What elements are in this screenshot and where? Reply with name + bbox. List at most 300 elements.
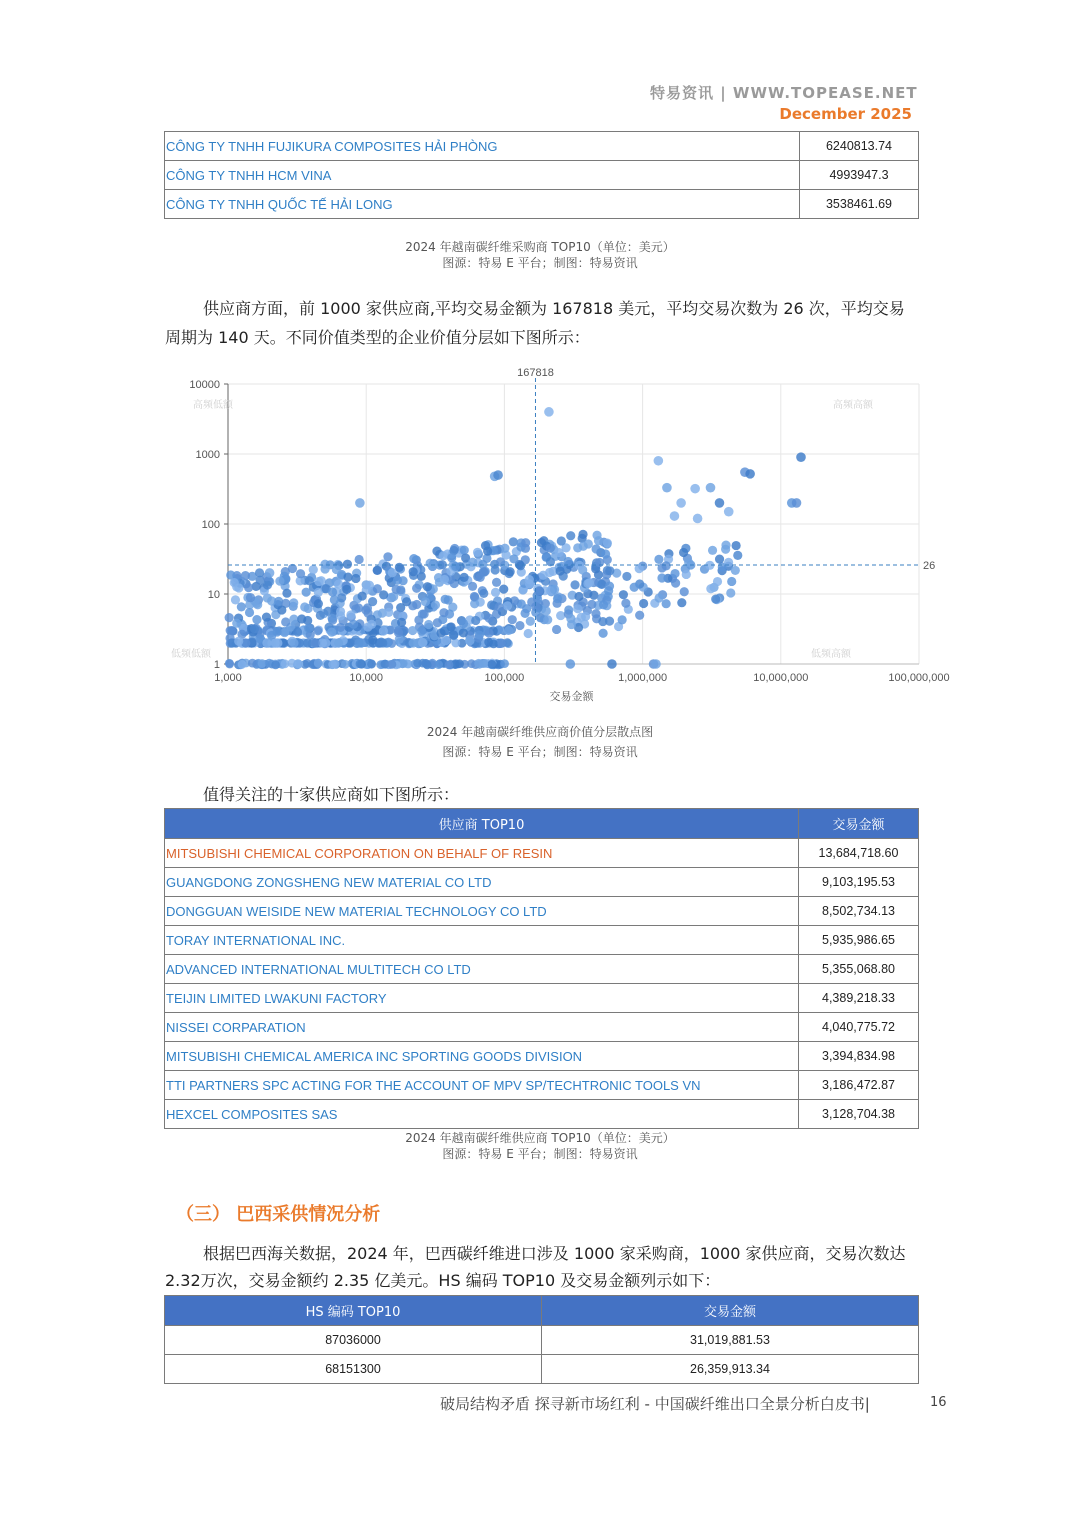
scatter-point	[489, 639, 498, 648]
scatter-point	[651, 659, 661, 669]
x-tick-label: 100,000,000	[888, 672, 950, 684]
quadrant-label-bottom-left: 低频低额	[171, 649, 211, 660]
scatter-point	[539, 571, 548, 580]
table-row	[165, 190, 919, 219]
scatter-point	[594, 536, 603, 545]
table-header-row	[165, 1296, 919, 1326]
scatter-point	[409, 638, 418, 647]
scatter-point	[693, 514, 703, 524]
scatter-point	[516, 561, 525, 570]
x-tick-label: 1,000,000	[618, 672, 668, 684]
scatter-point	[491, 588, 500, 597]
scatter-point	[336, 611, 345, 620]
scatter-point	[275, 577, 284, 586]
scatter-point	[587, 600, 596, 609]
scatter-point	[355, 498, 365, 508]
scatter-point	[554, 548, 563, 557]
scatter-point	[388, 660, 397, 669]
scatter-point	[447, 622, 456, 631]
scatter-point	[255, 568, 264, 577]
table-row	[165, 926, 919, 955]
y-tick-label: 10	[207, 589, 220, 601]
buyer-amount: 6240813.74	[800, 132, 919, 161]
scatter-point	[684, 558, 693, 567]
scatter-point	[271, 660, 280, 669]
scatter-point	[546, 543, 555, 552]
scatter-point	[336, 623, 345, 632]
scatter-point	[500, 544, 509, 553]
scatter-point	[484, 628, 493, 637]
scatter-point	[544, 407, 554, 417]
scatter-point	[305, 576, 314, 585]
scatter-point	[662, 561, 671, 570]
scatter-point	[351, 574, 360, 583]
scatter-point	[671, 579, 680, 588]
header-date: December 2025	[779, 105, 912, 123]
scatter-point	[342, 585, 351, 594]
supplier-amount: 13,684,718.60	[799, 839, 919, 868]
scatter-point	[745, 469, 755, 479]
scatter-point	[293, 627, 302, 636]
scatter-point	[581, 612, 590, 621]
hs-code-table	[164, 1295, 919, 1384]
supplier-scatter-chart	[160, 360, 960, 705]
scatter-point	[439, 551, 448, 560]
scatter-point	[676, 498, 686, 508]
supplier-name: MITSUBISHI CHEMICAL CORPORATION ON BEHALF OF RESIN	[165, 839, 799, 868]
scatter-point	[433, 618, 442, 627]
buyers-table	[164, 131, 919, 219]
scatter-point	[451, 562, 460, 571]
scatter-point	[358, 591, 367, 600]
scatter-point	[244, 583, 253, 592]
x-tick-label: 10,000,000	[753, 672, 809, 684]
scatter-point	[392, 585, 401, 594]
supplier-name: HEXCEL COMPOSITES SAS	[165, 1100, 799, 1129]
scatter-point	[557, 536, 566, 545]
scatter-point	[388, 568, 397, 577]
scatter-point	[679, 548, 688, 557]
scatter-point	[506, 567, 515, 576]
scatter-point	[542, 606, 551, 615]
scatter-point	[440, 575, 449, 584]
scatter-point	[566, 659, 576, 669]
scatter-point	[470, 592, 479, 601]
scatter-point	[296, 569, 305, 578]
scatter-point	[731, 566, 740, 575]
scatter-point	[238, 660, 247, 669]
scatter-point	[591, 544, 600, 553]
buyer-name: CÔNG TY TNHH QUỐC TẾ HẢI LONG	[165, 190, 800, 219]
header-hs-code: HS 编码 TOP10	[165, 1296, 542, 1326]
suppliers-table-caption	[0, 1130, 1080, 1162]
scatter-point	[282, 589, 291, 598]
scatter-point	[499, 585, 508, 594]
scatter-point	[356, 659, 365, 668]
buyer-name: CÔNG TY TNHH FUJIKURA COMPOSITES HẢI PHÒNG	[165, 132, 800, 161]
chart-caption-source: 图源：特易 E 平台；制图：特易资讯	[442, 745, 638, 759]
header-amount: 交易金额	[799, 809, 919, 839]
scatter-point	[418, 659, 427, 668]
scatter-point	[619, 590, 628, 599]
scatter-point	[515, 621, 524, 630]
scatter-point	[394, 628, 403, 637]
scatter-point	[706, 584, 715, 593]
scatter-point	[364, 609, 373, 618]
scatter-point	[509, 537, 518, 546]
scatter-point	[412, 584, 421, 593]
scatter-point	[373, 584, 382, 593]
scatter-point	[564, 605, 573, 614]
scatter-point	[343, 560, 352, 569]
scatter-point	[234, 637, 243, 646]
y-tick-label: 100	[201, 519, 220, 531]
scatter-point	[552, 625, 561, 634]
buyers-table-caption	[0, 239, 1080, 271]
scatter-point	[526, 617, 535, 626]
table-row	[165, 897, 919, 926]
scatter-point	[436, 628, 445, 637]
scatter-point	[379, 627, 388, 636]
header-supplier: 供应商 TOP10	[165, 809, 799, 839]
chart-caption-title: 2024 年越南碳纤维供应商价值分层散点图	[426, 725, 654, 739]
scatter-point	[622, 572, 631, 581]
scatter-point	[473, 548, 482, 557]
table-row	[165, 868, 919, 897]
scatter-point	[476, 573, 485, 582]
scatter-point	[715, 555, 724, 564]
scatter-point	[441, 595, 450, 604]
scatter-point	[527, 597, 536, 606]
scatter-point	[727, 577, 736, 586]
x-tick-label: 10,000	[349, 672, 384, 684]
buyer-name: CÔNG TY TNHH HCM VINA	[165, 161, 800, 190]
scatter-point	[367, 620, 376, 629]
scatter-point	[289, 615, 298, 624]
scatter-point	[316, 611, 325, 620]
scatter-point	[566, 531, 575, 540]
scatter-point	[349, 620, 358, 629]
scatter-point	[524, 629, 533, 638]
scatter-point	[521, 538, 530, 547]
scatter-point	[431, 600, 440, 609]
scatter-point	[597, 580, 606, 589]
scatter-point	[603, 539, 612, 548]
scatter-point	[314, 659, 323, 668]
scatter-point	[711, 595, 720, 604]
scatter-point	[605, 582, 614, 591]
scatter-point	[553, 594, 562, 603]
scatter-point	[607, 659, 617, 669]
scatter-point	[493, 470, 503, 480]
buyer-amount: 3538461.69	[800, 190, 919, 219]
section-title: （三） 巴西采供情况分析	[176, 1204, 381, 1225]
scatter-point	[343, 573, 352, 582]
supplier-amount: 5,935,986.65	[799, 926, 919, 955]
scatter-point	[733, 551, 742, 560]
scatter-point	[460, 545, 469, 554]
scatter-point	[574, 592, 583, 601]
scatter-point	[599, 629, 608, 638]
scatter-point	[241, 571, 250, 580]
supplier-name: TEIJIN LIMITED LWAKUNI FACTORY	[165, 984, 799, 1013]
hs-code: 87036000	[165, 1326, 542, 1355]
scatter-point	[265, 568, 275, 578]
hs-code: 68151300	[165, 1355, 542, 1384]
table-row	[165, 839, 919, 868]
scatter-point	[367, 660, 376, 669]
top10-intro-paragraph: 值得关注的十家供应商如下图所示：	[203, 785, 460, 804]
supplier-amount: 5,355,068.80	[799, 955, 919, 984]
scatter-point	[311, 638, 320, 647]
scatter-point	[721, 545, 730, 554]
scatter-point	[393, 576, 402, 585]
scatter-point	[732, 541, 741, 550]
scatter-point	[300, 602, 309, 611]
scatter-point	[418, 638, 427, 647]
scatter-point	[262, 612, 271, 621]
scatter-point	[408, 626, 417, 635]
scatter-point	[409, 554, 418, 563]
scatter-point	[384, 608, 393, 617]
quadrant-label-bottom-right: 低频高额	[811, 649, 851, 660]
supplier-amount: 9,103,195.53	[799, 868, 919, 897]
scatter-point	[724, 558, 733, 567]
table-row	[165, 984, 919, 1013]
scatter-point	[368, 635, 377, 644]
supplier-amount: 3,186,472.87	[799, 1071, 919, 1100]
scatter-point	[225, 660, 234, 669]
scatter-point	[670, 569, 679, 578]
chart-points	[225, 407, 806, 669]
y-tick-label: 1	[213, 659, 220, 671]
scatter-point	[334, 638, 343, 647]
scatter-point	[248, 659, 257, 668]
scatter-point	[471, 616, 480, 625]
scatter-point	[225, 613, 234, 622]
scatter-point	[252, 615, 261, 624]
scatter-point	[726, 588, 735, 597]
scatter-point	[724, 507, 734, 517]
scatter-point	[441, 636, 450, 645]
scatter-point	[497, 639, 506, 648]
scatter-point	[475, 631, 484, 640]
scatter-point	[309, 565, 318, 574]
scatter-point	[487, 660, 496, 669]
scatter-point	[509, 554, 518, 563]
scatter-point	[459, 619, 468, 628]
supplier-name: GUANGDONG ZONGSHENG NEW MATERIAL CO LTD	[165, 868, 799, 897]
scatter-point	[368, 597, 377, 606]
scatter-point	[460, 573, 469, 582]
caption-source: 图源：特易 E 平台；制图：特易资讯	[442, 256, 638, 270]
header-brand: 特易资讯 | WWW.TOPEASE.NET	[650, 84, 918, 102]
scatter-point	[599, 600, 608, 609]
quadrant-label-top-left: 高频低额	[193, 400, 233, 411]
scatter-point	[662, 483, 672, 493]
scatter-point	[327, 614, 336, 623]
caption-title: 2024 年越南碳纤维供应商 TOP10（单位：美元）	[405, 1131, 675, 1145]
hs-amount: 26,359,913.34	[542, 1355, 919, 1384]
scatter-point	[321, 638, 330, 647]
scatter-point	[373, 566, 382, 575]
scatter-point	[289, 598, 298, 607]
scatter-point	[354, 638, 363, 647]
scatter-point	[503, 601, 512, 610]
scatter-point	[314, 577, 323, 586]
scatter-point	[449, 630, 458, 639]
caption-source: 图源：特易 E 平台；制图：特易资讯	[442, 1147, 638, 1161]
table-row	[165, 161, 919, 190]
scatter-point	[439, 608, 448, 617]
table-row	[165, 1326, 919, 1355]
scatter-point	[237, 602, 246, 611]
scatter-point	[365, 581, 374, 590]
scatter-point	[605, 616, 614, 625]
scatter-point	[327, 628, 336, 637]
scatter-point	[508, 615, 517, 624]
y-tick-label: 10000	[189, 379, 220, 391]
scatter-point	[504, 626, 513, 635]
scatter-point	[245, 608, 254, 617]
table-row	[165, 1100, 919, 1129]
scatter-point	[595, 558, 604, 567]
scatter-point	[409, 567, 418, 576]
x-tick-label: 1,000	[214, 672, 242, 684]
scatter-point	[328, 660, 337, 669]
scatter-point	[421, 597, 430, 606]
scatter-point	[459, 628, 468, 637]
scatter-point	[479, 589, 488, 598]
scatter-point	[420, 609, 429, 618]
scatter-point	[567, 620, 576, 629]
header-amount: 交易金额	[542, 1296, 919, 1326]
scatter-point	[314, 627, 323, 636]
scatter-point	[713, 577, 722, 586]
scatter-point	[355, 555, 364, 564]
table-row	[165, 1013, 919, 1042]
scatter-point	[417, 627, 426, 636]
scatter-point	[328, 587, 337, 596]
scatter-point	[635, 611, 644, 620]
hs-amount: 31,019,881.53	[542, 1326, 919, 1355]
scatter-point	[250, 624, 259, 633]
scatter-point	[662, 599, 671, 608]
scatter-point	[492, 578, 501, 587]
table-header-row	[165, 809, 919, 839]
scatter-point	[474, 659, 483, 668]
scatter-point	[605, 566, 614, 575]
scatter-point	[346, 610, 355, 619]
scatter-point	[227, 626, 236, 635]
scatter-point	[483, 547, 492, 556]
scatter-point	[341, 660, 350, 669]
x-axis-label: 交易金额	[549, 691, 594, 703]
scatter-point	[232, 619, 241, 628]
quadrant-label-top-right: 高频高额	[833, 400, 873, 411]
scatter-point	[654, 555, 663, 564]
supplier-amount: 4,040,775.72	[799, 1013, 919, 1042]
scatter-point	[377, 637, 386, 646]
caption-title: 2024 年越南碳纤维采购商 TOP10（单位：美元）	[405, 240, 675, 254]
scatter-point	[314, 588, 323, 597]
scatter-point	[231, 595, 240, 604]
supplier-summary-paragraph: 供应商方面，前 1000 家供应商,平均交易金额为 167818 美元，平均交易次数为 26 次，平均交易周期为 140 天。不同价值类型的企业价值分层如下图所示：	[165, 299, 905, 347]
scatter-point	[796, 452, 806, 462]
y-tick-label: 1000	[195, 449, 220, 461]
scatter-point	[682, 570, 691, 579]
scatter-point	[525, 575, 534, 584]
scatter-point	[680, 587, 689, 596]
page-number: 16	[930, 1395, 947, 1410]
scatter-point	[792, 498, 802, 508]
scatter-point	[618, 615, 627, 624]
scatter-point	[578, 530, 587, 539]
scatter-point	[304, 624, 313, 633]
scatter-point	[332, 565, 341, 574]
scatter-point	[715, 498, 725, 508]
scatter-point	[230, 578, 239, 587]
scatter-point	[330, 595, 339, 604]
supplier-amount: 3,128,704.38	[799, 1100, 919, 1129]
scatter-point	[383, 552, 392, 561]
table-row	[165, 1071, 919, 1100]
scatter-point	[621, 599, 630, 608]
scatter-point	[412, 600, 421, 609]
supplier-name: TORAY INTERNATIONAL INC.	[165, 926, 799, 955]
scatter-point	[445, 660, 454, 669]
scatter-point	[657, 573, 666, 582]
scatter-point	[556, 566, 565, 575]
scatter-point	[281, 617, 290, 626]
scatter-point	[288, 659, 297, 668]
buyer-amount: 4993947.3	[800, 161, 919, 190]
scatter-point	[262, 638, 271, 647]
scatter-point	[630, 583, 639, 592]
scatter-point	[246, 593, 255, 602]
scatter-point	[302, 588, 311, 597]
supplier-name: MITSUBISHI CHEMICAL AMERICA INC SPORTING GOODS DIVISION	[165, 1042, 799, 1071]
scatter-point	[289, 638, 298, 647]
scatter-point	[334, 579, 343, 588]
table-row	[165, 132, 919, 161]
scatter-point	[639, 599, 648, 608]
scatter-point	[708, 546, 717, 555]
scatter-point	[402, 597, 411, 606]
suppliers-top10-table	[164, 808, 919, 1129]
table-row	[165, 1042, 919, 1071]
scatter-point	[583, 579, 592, 588]
scatter-point	[500, 659, 509, 668]
scatter-point	[604, 592, 613, 601]
supplier-amount: 4,389,218.33	[799, 984, 919, 1013]
scatter-point	[423, 582, 432, 591]
scatter-point	[397, 618, 406, 627]
reference-x-label: 167818	[517, 367, 554, 379]
supplier-amount: 3,394,834.98	[799, 1042, 919, 1071]
scatter-point	[706, 483, 716, 493]
footer-title: 破局结构矛盾 探寻新市场红利 - 中国碳纤维出口全景分析白皮书|	[440, 1395, 870, 1413]
scatter-point	[570, 580, 579, 589]
scatter-point	[654, 456, 664, 466]
scatter-point	[320, 564, 329, 573]
supplier-amount: 8,502,734.13	[799, 897, 919, 926]
scatter-point	[677, 598, 686, 607]
scatter-point	[550, 585, 559, 594]
reference-y-label: 26	[923, 559, 936, 572]
scatter-point	[601, 549, 610, 558]
table-row	[165, 955, 919, 984]
